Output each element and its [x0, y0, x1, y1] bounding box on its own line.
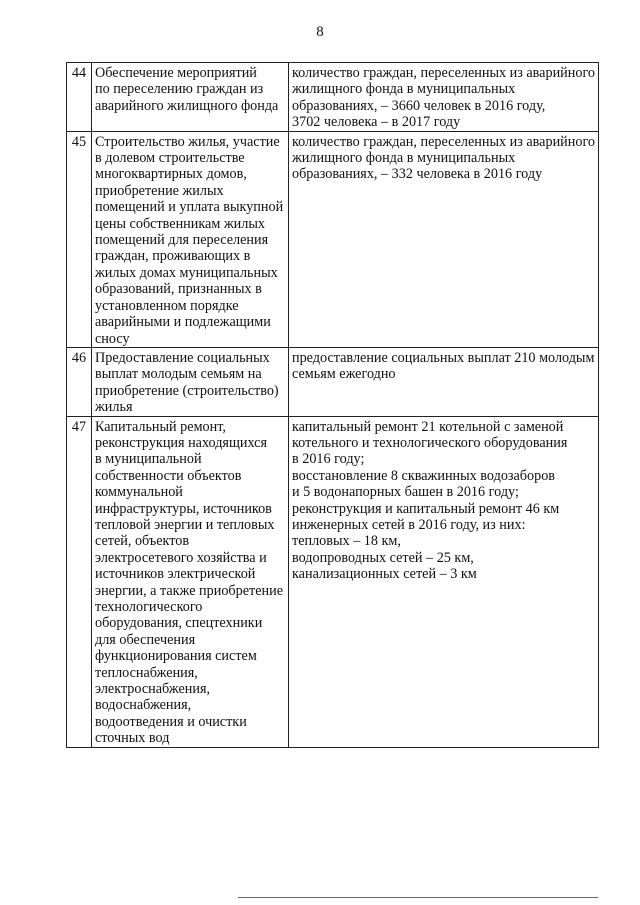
- activity-line: сносу: [95, 330, 130, 347]
- activity-line: энергии, а также приобретение: [95, 582, 283, 599]
- activity-line: жилых домах муниципальных: [95, 264, 278, 281]
- activity-line: приобретение жилых: [95, 182, 224, 199]
- activity-line: приобретение (строительство): [95, 382, 279, 399]
- result-line: восстановление 8 скважинных водозаборов: [292, 467, 556, 484]
- activity-line: инфраструктуры, источников: [95, 500, 272, 517]
- activity-line: граждан, проживающих в: [95, 248, 251, 265]
- activity-line: многоквартирных домов,: [95, 166, 247, 183]
- activity-line: для обеспечения: [95, 631, 196, 648]
- activity-line: сточных вод: [95, 730, 170, 747]
- result-line: количество граждан, переселенных из аварийного: [292, 65, 596, 81]
- result-line: количество граждан, переселенных из аварийного: [292, 133, 596, 150]
- result-line: жилищного фонда в муниципальных: [292, 81, 516, 98]
- activity-line: реконструкция находящихся: [95, 434, 267, 451]
- activity-line: Капитальный ремонт,: [95, 418, 226, 435]
- result-line: и 5 водонапорных башен в 2016 году;: [292, 484, 519, 501]
- activity-line: жилья: [95, 399, 133, 416]
- result-line: образованиях, – 3660 человек в 2016 году,: [292, 97, 546, 114]
- result-cell: [289, 347, 599, 416]
- table-row: [67, 131, 599, 347]
- activity-line: источников электрической: [95, 566, 256, 583]
- activity-line: теплоснабжения,: [95, 664, 198, 681]
- result-line: образованиях, – 332 человека в 2016 году: [292, 166, 543, 183]
- row-number: 47: [67, 416, 92, 747]
- activity-line: аварийного жилищного фонда: [95, 97, 279, 114]
- row-number: 46: [67, 347, 92, 416]
- activity-line: выплат молодым семьям на: [95, 366, 262, 383]
- activity-line: по переселению граждан из: [95, 81, 264, 98]
- result-line: жилищного фонда в муниципальных: [292, 150, 516, 167]
- result-cell: [289, 63, 599, 132]
- table-row: [67, 63, 599, 132]
- page-number: 8: [316, 24, 324, 40]
- activity-line: водоснабжения,: [95, 697, 192, 714]
- activity-cell: [92, 416, 289, 747]
- activity-line: Предоставление социальных: [95, 349, 270, 366]
- measures-table: [66, 62, 599, 748]
- result-line: тепловых – 18 км,: [292, 533, 401, 550]
- activity-line: электроснабжения,: [95, 681, 211, 698]
- activity-line: аварийными и подлежащими: [95, 314, 271, 331]
- activity-line: в муниципальной: [95, 451, 202, 468]
- activity-cell: [92, 131, 289, 347]
- activity-line: технологического: [95, 599, 203, 615]
- row-number: 44: [67, 63, 92, 132]
- activity-line: сетей, объектов: [95, 533, 190, 550]
- table-row: [67, 347, 599, 416]
- activity-line: установленном порядке: [95, 297, 239, 314]
- activity-line: оборудования, спецтехники: [95, 615, 263, 632]
- activity-line: в долевом строительстве: [95, 150, 245, 167]
- row-number: 45: [67, 131, 92, 347]
- activity-line: образований, признанных в: [95, 281, 262, 298]
- activity-cell: [92, 347, 289, 416]
- activity-line: функционирования систем: [95, 648, 257, 665]
- activity-line: электросетевого хозяйства и: [95, 549, 267, 566]
- result-line: семьям ежегодно: [292, 366, 396, 383]
- activity-line: Строительство жилья, участие: [95, 133, 280, 150]
- table-body: [67, 63, 599, 748]
- activity-line: тепловой энергии и тепловых: [95, 516, 275, 533]
- activity-line: коммунальной: [95, 484, 183, 501]
- activity-line: помещений и уплата выкупной: [95, 199, 284, 216]
- result-line: капитальный ремонт 21 котельной с заменой: [292, 418, 564, 435]
- result-line: котельного и технологического оборудования: [292, 434, 568, 451]
- result-line: предоставление социальных выплат 210 молодым: [292, 349, 595, 366]
- activity-line: помещений для переселения: [95, 232, 269, 249]
- result-line: водопроводных сетей – 25 км,: [292, 549, 474, 566]
- activity-cell: [92, 63, 289, 132]
- result-line: инженерных сетей в 2016 году, из них:: [292, 516, 526, 533]
- result-line: в 2016 году;: [292, 451, 365, 468]
- result-cell: [289, 416, 599, 747]
- result-line: канализационных сетей – 3 км: [292, 566, 477, 583]
- activity-line: Обеспечение мероприятий: [95, 65, 257, 81]
- result-cell: [289, 131, 599, 347]
- activity-line: цены собственникам жилых: [95, 215, 265, 232]
- table-row: [67, 416, 599, 747]
- result-line: 3702 человека – в 2017 году: [292, 114, 461, 131]
- footer-rule: [238, 897, 598, 898]
- activity-line: собственности объектов: [95, 467, 242, 484]
- activity-line: водоотведения и очистки: [95, 713, 247, 730]
- result-line: реконструкция и капитальный ремонт 46 км: [292, 500, 560, 517]
